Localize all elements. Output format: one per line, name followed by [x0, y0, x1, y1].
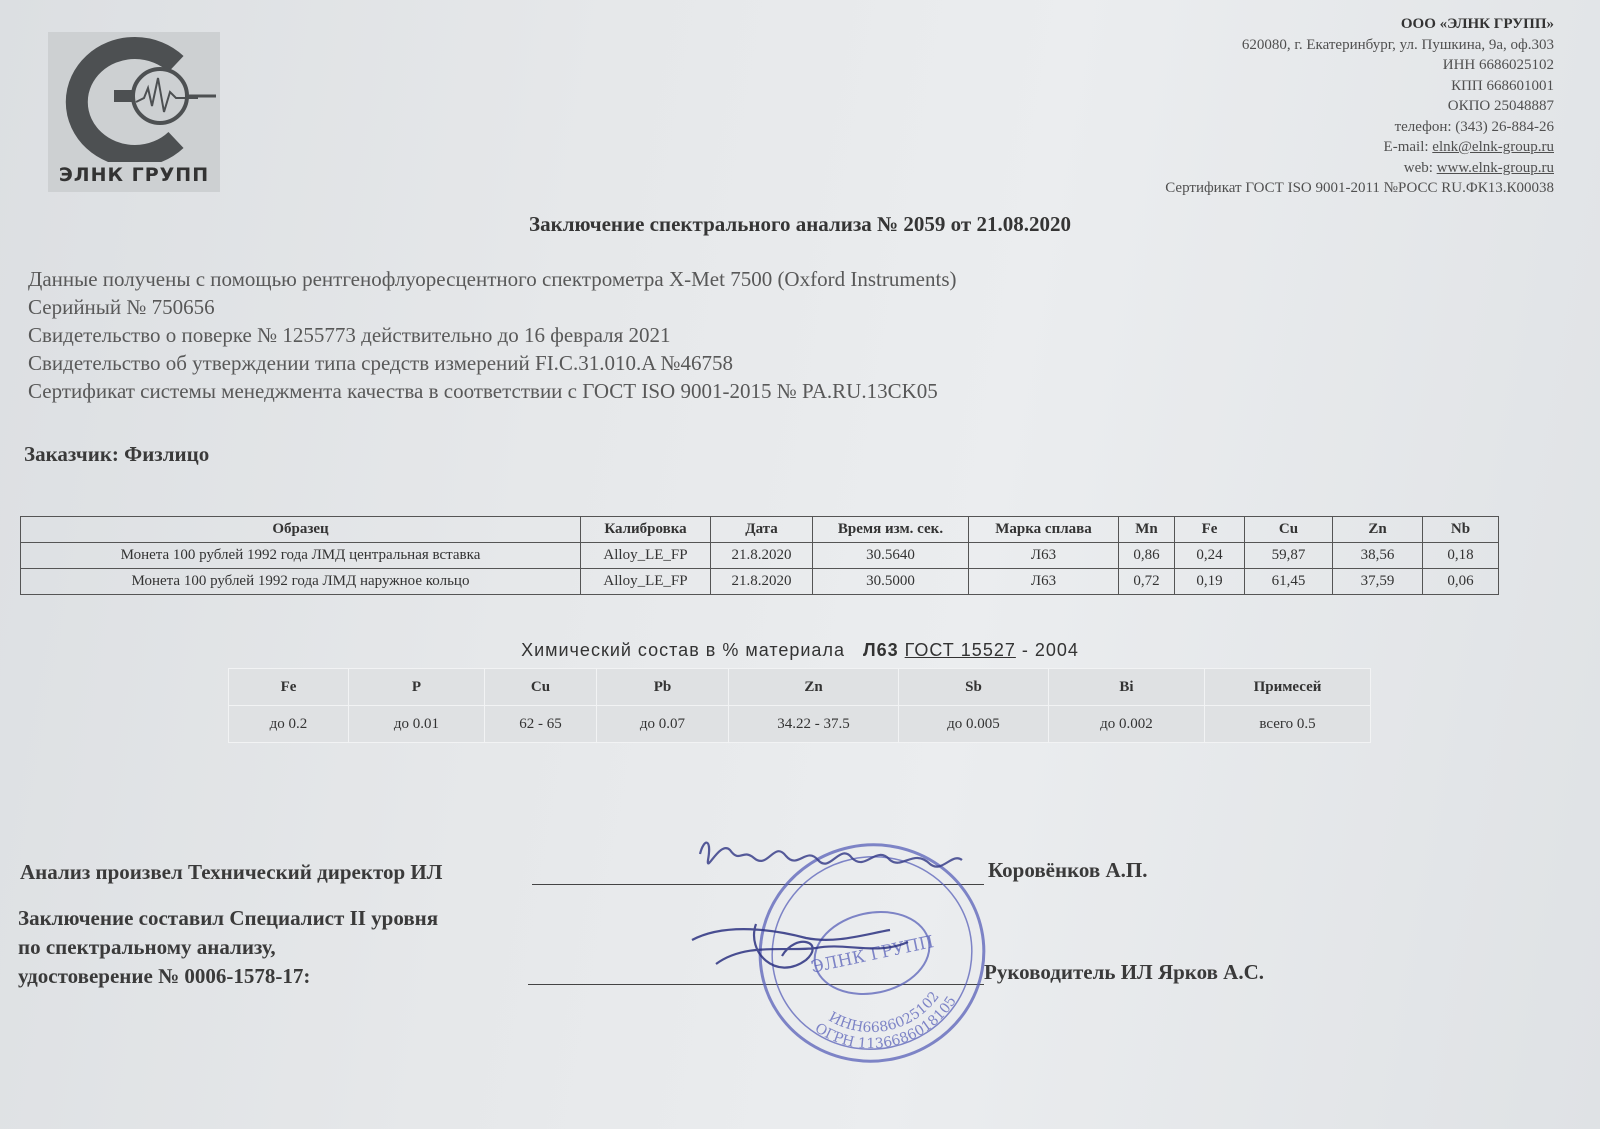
column-header: P: [349, 669, 485, 706]
cell-fe: 0,24: [1175, 543, 1245, 569]
column-header: Pb: [597, 669, 729, 706]
cell-mn: 0,72: [1119, 569, 1175, 595]
cell-date: 21.8.2020: [711, 543, 813, 569]
table-row: [21, 543, 1499, 569]
web-link[interactable]: www.elnk-group.ru: [1436, 159, 1554, 176]
signature-korovenkov-icon: [690, 830, 970, 890]
cell-alloy: Л63: [969, 569, 1119, 595]
intro-line: Свидетельство о поверке № 1255773 действительно до 16 февраля 2021: [28, 323, 671, 347]
conclusion-label: [18, 904, 438, 991]
cell-time: 30.5000: [813, 569, 969, 595]
cell-zn: 37,59: [1333, 569, 1423, 595]
composition-value: до 0.07: [597, 706, 729, 743]
cell-sample: Монета 100 рублей 1992 года ЛМД наружное кольцо: [21, 569, 581, 595]
composition-standard: ГОСТ 15527: [904, 640, 1016, 660]
column-header: Время изм. сек.: [813, 517, 969, 543]
web-label: web:: [1403, 159, 1437, 176]
cell-cu: 61,45: [1245, 569, 1333, 595]
column-header: Дата: [711, 517, 813, 543]
column-header: Zn: [1333, 517, 1423, 543]
logo-name: ЭЛНК ГРУПП: [58, 164, 210, 186]
cell-cu: 59,87: [1245, 543, 1333, 569]
column-header: Zn: [729, 669, 899, 706]
email-link[interactable]: elnk@elnk-group.ru: [1432, 139, 1554, 155]
column-header: Cu: [1245, 517, 1333, 543]
document-title: Заключение спектрального анализа № 2059 от 21.08.2020: [529, 212, 1071, 236]
cell-calibration: Alloy_LE_FP: [581, 569, 711, 595]
column-header: Fe: [229, 669, 349, 706]
column-header: Cu: [485, 669, 597, 706]
conclusion-line: по спектральному анализу,: [18, 935, 276, 959]
stamp-inn-text: ИНН6686025102: [825, 988, 943, 1037]
composition-value: до 0.01: [349, 706, 485, 743]
conclusion-line: Заключение составил Специалист II уровня: [18, 906, 439, 930]
cell-mn: 0,86: [1119, 543, 1175, 569]
signature-yarkov-icon: [686, 912, 916, 992]
cell-time: 30.5640: [813, 543, 969, 569]
intro-block: [28, 265, 956, 405]
company-address: 620080, г. Екатеринбург, ул. Пушкина, 9а, оф.303: [1241, 36, 1554, 53]
company-web-line: [934, 158, 1554, 179]
conclusion-line: удостоверение № 0006-1578-17:: [18, 964, 311, 988]
column-header: Sb: [899, 669, 1049, 706]
column-header: Fe: [1175, 517, 1245, 543]
analysis-by-label: Анализ произвел Технический директор ИЛ: [20, 860, 443, 884]
column-header: Образец: [21, 517, 581, 543]
column-header: Марка сплава: [969, 517, 1119, 543]
results-table: [20, 516, 1499, 595]
intro-line: Серийный № 750656: [28, 295, 215, 319]
company-okpo: ОКПО 25048887: [1447, 98, 1554, 114]
composition-value: 62 - 65: [485, 706, 597, 743]
cell-nb: 0,18: [1423, 543, 1499, 569]
column-header: Mn: [1119, 517, 1175, 543]
customer: Заказчик: Физлицо: [24, 442, 210, 466]
composition-title-prefix: Химический состав в % материала: [521, 640, 845, 660]
cell-sample: Монета 100 рублей 1992 года ЛМД центральная вставка: [21, 543, 581, 569]
composition-title: [0, 640, 1600, 661]
company-phone: телефон: (343) 26-884-26: [1394, 118, 1554, 135]
cell-calibration: Alloy_LE_FP: [581, 543, 711, 569]
cell-alloy: Л63: [969, 543, 1119, 569]
cell-nb: 0,06: [1423, 569, 1499, 595]
table-row: [21, 569, 1499, 595]
composition-header-row: [229, 669, 1371, 706]
company-logo: [48, 32, 220, 192]
composition-alloy: Л63: [862, 640, 899, 660]
company-details: [934, 14, 1554, 199]
stamp-center-text: ЭЛНК ГРУПП: [809, 932, 936, 978]
table-row: [229, 706, 1371, 743]
composition-value: до 0.2: [229, 706, 349, 743]
intro-line: Свидетельство об утверждении типа средств измерений FI.C.31.010.A №46758: [28, 351, 733, 375]
company-email-line: [934, 137, 1554, 158]
company-name: ООО «ЭЛНК ГРУПП»: [1400, 16, 1554, 32]
cell-fe: 0,19: [1175, 569, 1245, 595]
column-header: Калибровка: [581, 517, 711, 543]
intro-line: Сертификат системы менеджмента качества в соответствии с ГОСТ ISO 9001-2015 № PA.RU.13CK05: [28, 379, 938, 403]
results-header-row: [21, 517, 1499, 543]
composition-value: всего 0.5: [1205, 706, 1371, 743]
email-label: E-mail:: [1383, 139, 1433, 155]
conclusion-name: Руководитель ИЛ Ярков А.С.: [984, 960, 1265, 984]
composition-value: до 0.005: [899, 706, 1049, 743]
analysis-by-name: Коровёнков А.П.: [988, 858, 1148, 882]
cell-zn: 38,56: [1333, 543, 1423, 569]
company-inn: ИНН 6686025102: [1442, 57, 1554, 73]
composition-table: [228, 668, 1371, 743]
composition-value: 34.22 - 37.5: [729, 706, 899, 743]
company-kpp: КПП 668601001: [1451, 77, 1554, 94]
cell-date: 21.8.2020: [711, 569, 813, 595]
logo-emblem-icon: [48, 32, 220, 162]
column-header: Nb: [1423, 517, 1499, 543]
intro-line: Данные получены с помощью рентгенофлуоресцентного спектрометра X-Met 7500 (Oxford Instruments): [28, 267, 957, 291]
composition-value: до 0.002: [1049, 706, 1205, 743]
company-certificate: Сертификат ГОСТ ISO 9001-2011 №РОСС RU.ФК13.К00038: [1165, 180, 1554, 196]
column-header: Примесей: [1205, 669, 1371, 706]
composition-standard-year: - 2004: [1021, 640, 1079, 660]
column-header: Bi: [1049, 669, 1205, 706]
stamp-ogrn-text: ОГРН 1136686018105: [811, 993, 960, 1053]
